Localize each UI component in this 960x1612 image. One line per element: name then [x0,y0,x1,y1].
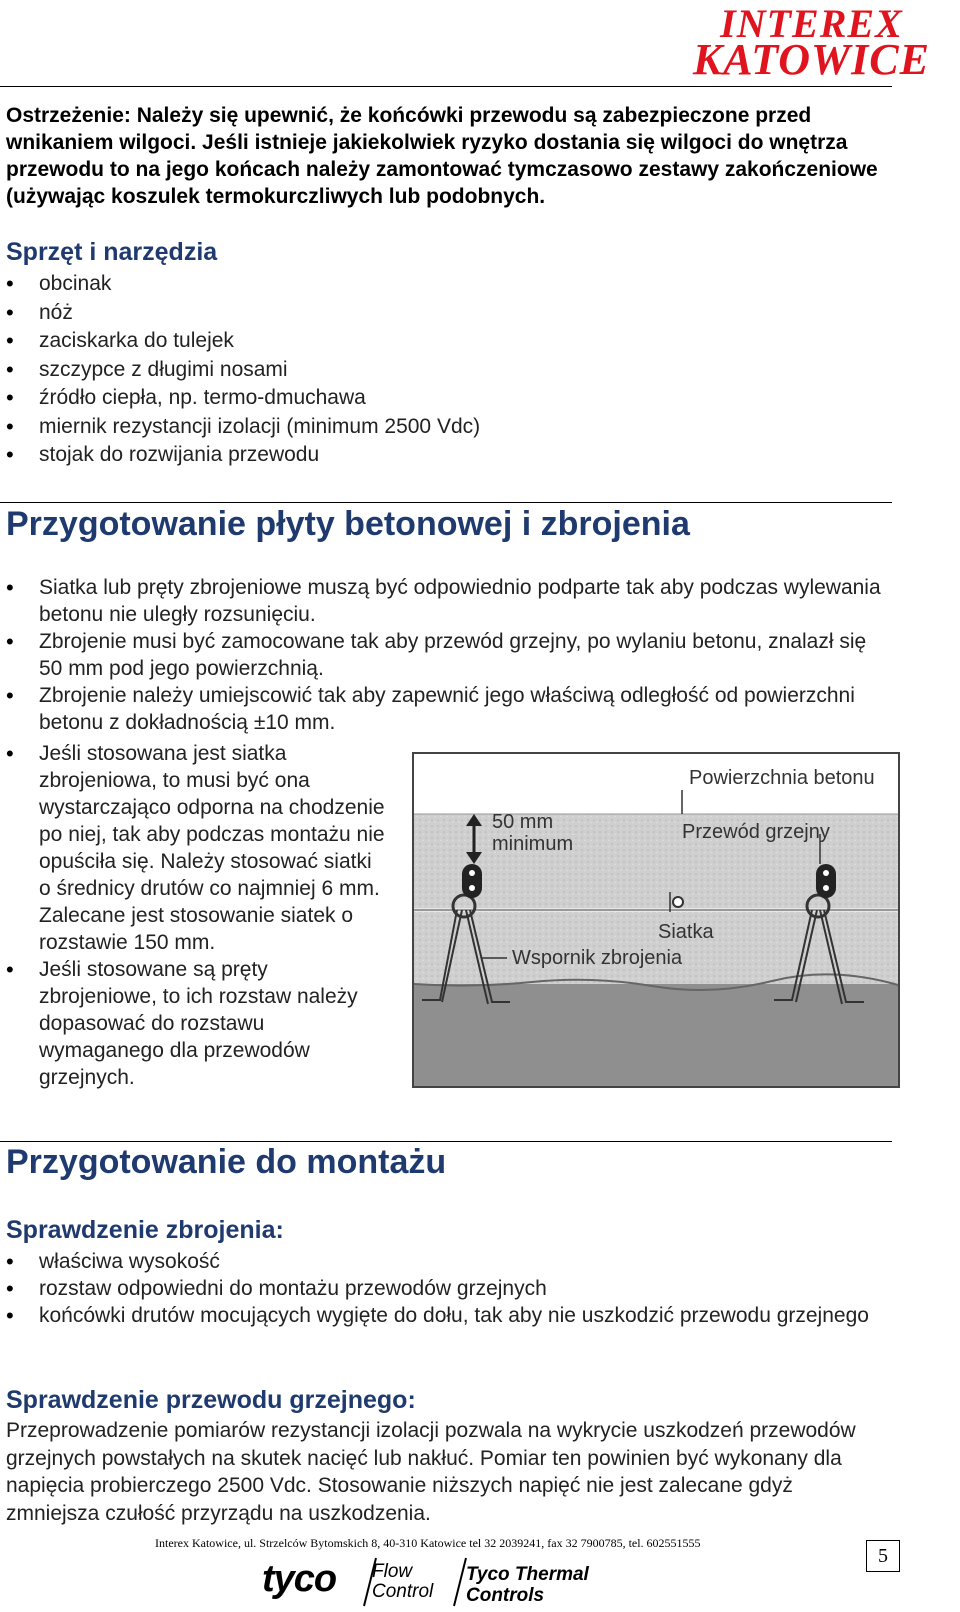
heating-cable-left [462,864,482,898]
check-cable-heading: Sprawdzenie przewodu grzejnego: [6,1386,416,1414]
label-depth-1: 50 mm [492,811,554,833]
label-support: Wspornik zbrojenia [512,947,683,969]
list-item: • nóż [6,299,886,328]
list-item: • końcówki drutów mocujących wygięte do dołu, tak aby nie uszkodzić przewodu grzejnego [6,1302,886,1329]
heating-cable-right [816,864,836,898]
mesh-node [673,897,683,907]
list-item: • Zbrojenie musi być zamocowane tak aby przewód grzejny, po wylaniu betonu, znalazł się 50 mm pod jego powierzchnią. [6,628,886,682]
interex-logo [692,1,930,84]
prep-heading: Przygotowanie do montażu [6,1143,447,1181]
flow-line-1: Flow [372,1561,413,1582]
tt-line-1: Tyco Thermal [466,1564,589,1585]
tyco-logo: tyco [262,1558,337,1600]
slab-list-side [6,740,386,1091]
label-depth-2: minimum [492,833,574,855]
list-item: • Zbrojenie należy umiejscowić tak aby zapewnić jego właściwą odległość od powierzchni betonu z dokładnością ±10 mm. [6,682,886,736]
list-item: • miernik rezystancji izolacji (minimum 2500 Vdc) [6,413,886,442]
label-surface: Powierzchnia betonu [689,767,875,789]
check-rebar-list [6,1248,886,1329]
slab-cross-section-figure [412,752,900,1088]
page-number: 5 [866,1540,900,1572]
list-item: • rozstaw odpowiedni do montażu przewodów grzejnych [6,1275,886,1302]
tools-list [6,270,886,470]
list-item: • obcinak [6,270,886,299]
section-rule [0,502,892,503]
section-rule-2 [0,1141,892,1142]
label-cable: Przewód grzejny [682,821,830,843]
slab-heading: Przygotowanie płyty betonowej i zbrojenia [6,505,690,543]
list-item: • właściwa wysokość [6,1248,886,1275]
tools-heading: Sprzęt i narzędzia [6,238,218,266]
list-item: • źródło ciepła, np. termo-dmuchawa [6,384,886,413]
tt-line-2: Controls [466,1585,545,1606]
header-rule [0,86,892,87]
slab-list-top [6,574,886,736]
moisture-warning: Ostrzeżenie: Należy się upewnić, że końcówki przewodu są zabezpieczone przed wnikaniem wilgoci. Jeśli istnieje jakiekolwiek ryzyko dostania się wilgoci do wnętrza przewodu to na jego końcach należy zamontować tymczasowo zestawy zakończeniowe (używając koszulek termokurczliwych lub podobnych. [6,104,878,208]
flow-control-logo [372,1562,433,1602]
flow-line-2: Control [372,1581,434,1602]
list-item: • zaciskarka do tulejek [6,327,886,356]
check-cable-text: Przeprowadzenie pomiarów rezystancji izolacji pozwala na wykrycie uszkodzeń przewodów grzejnych powstałych na skutek nacięć lub nakłuć. Pomiar ten powinien być wykonany dla napięcia probierczego 2500 Vdc. Stosowanie niższych napięć nie jest zalecane gdyż zmniejsza czułość przyrządu na uszkodzenia. [6,1419,856,1525]
footer-address: Interex Katowice, ul. Strzelców Bytomskich 8, 40-310 Katowice tel 32 2039241, fax 32 7900785, tel. 602551555 [155,1536,701,1550]
list-item: • stojak do rozwijania przewodu [6,441,886,470]
list-item: • Siatka lub pręty zbrojeniowe muszą być odpowiednio podparte tak aby podczas wylewania betonu nie uległy rozsunięciu. [6,574,886,628]
tyco-thermal-logo [466,1564,589,1606]
list-item: • szczypce z długimi nosami [6,356,886,385]
check-rebar-heading: Sprawdzenie zbrojenia: [6,1216,284,1244]
list-item: • Jeśli stosowane są pręty zbrojeniowe, to ich rozstaw należy dopasować do rozstawu wymaganego dla przewodów grzejnych. [6,956,386,1091]
logo-line-1: INTEREX [720,1,903,46]
label-mesh: Siatka [658,921,714,943]
list-item: • Jeśli stosowana jest siatka zbrojeniowa, to musi być ona wystarczająco odporna na chodzenie po niej, tak aby podczas montażu nie opuściła się. Należy stosować siatki o średnicy drutów co najmniej 6 mm. Zalecane jest stosowanie siatek o rozstawie 150 mm. [6,740,386,956]
logo-line-2: KATOWICE [692,35,930,84]
